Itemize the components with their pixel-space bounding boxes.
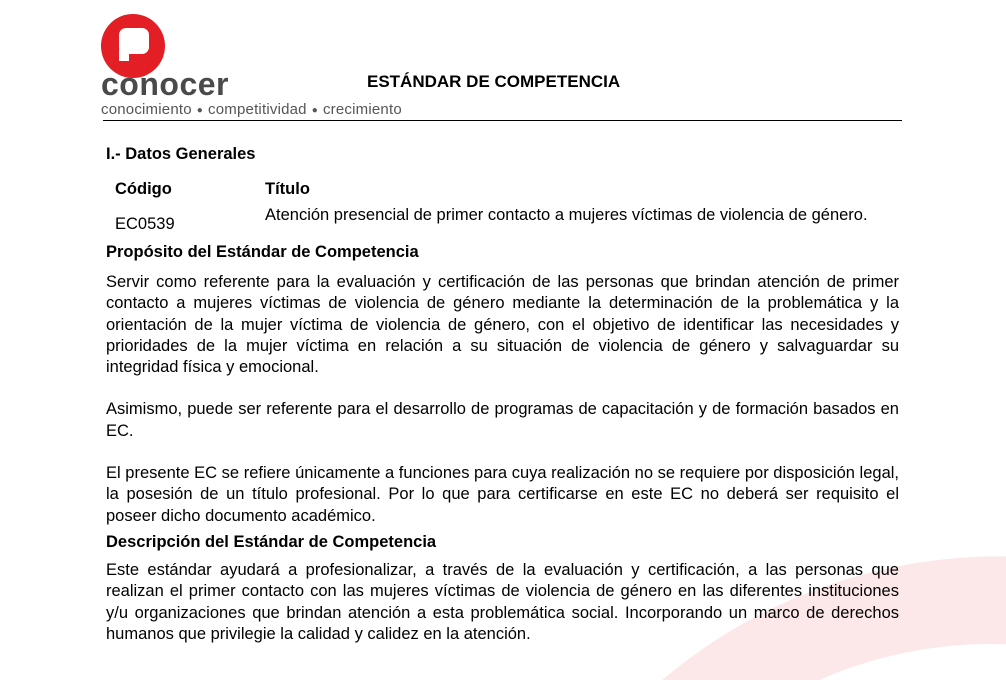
bullet-icon: ● <box>311 105 318 116</box>
tagline-word: competitividad <box>208 101 307 118</box>
header-divider <box>103 120 902 121</box>
column-header-title: Título <box>265 180 310 198</box>
purpose-paragraph: El presente EC se refiere únicamente a funciones para cuya realización no se requiere por disposición legal, la posesión de un título profesional. Por lo que para certificarse en este EC no deberá ser requisito el poseer dicho documento académico. <box>106 464 899 525</box>
tagline-word: crecimiento <box>322 101 402 118</box>
section-heading-description: Descripción del Estándar de Competencia <box>106 532 437 551</box>
tagline-word: conocimiento <box>101 101 192 118</box>
purpose-paragraph: Servir como referente para la evaluación y certificación de las personas que brindan atención de primer contacto a mujeres víctimas de violencia de género mediante la determinación de la problemática y la orientación de la mujer víctima de violencia de género, con el objetivo de identificar las necesidades y prioridades de la mujer víctima en relación a su situación de violencia de género y salvaguardar su integridad física y emocional. <box>106 273 899 377</box>
standard-title: Atención presencial de primer contacto a mujeres víctimas de violencia de género. <box>265 206 868 224</box>
logo-tagline <box>101 101 402 120</box>
description-paragraph: Este estándar ayudará a profesionalizar, a través de la evaluación y certificación, a las personas que realizan el primer contacto con las mujeres víctimas de violencia de género en las diferentes instituciones y/u organizaciones que brindan atención a esta problemática social. Incorporando un marco de derechos humanos que privilegie la calidad y calidez en la atención. <box>106 560 899 643</box>
table-header-row <box>115 179 911 205</box>
table-row <box>115 205 911 235</box>
bullet-icon: ● <box>196 105 204 116</box>
section-heading-general-data: I.- Datos Generales <box>106 145 256 163</box>
purpose-paragraph: Asimismo, puede ser referente para el desarrollo de programas de capacitación y de formación basados en EC. <box>106 400 899 440</box>
section-heading-purpose: Propósito del Estándar de Competencia <box>106 243 419 261</box>
general-data-table <box>115 179 911 235</box>
document-title: ESTÁNDAR DE COMPETENCIA <box>367 72 621 91</box>
column-header-code: Código <box>115 180 172 198</box>
standard-code: EC0539 <box>115 215 175 233</box>
logo-wordmark: conocer <box>101 66 229 102</box>
document-body <box>106 143 899 645</box>
